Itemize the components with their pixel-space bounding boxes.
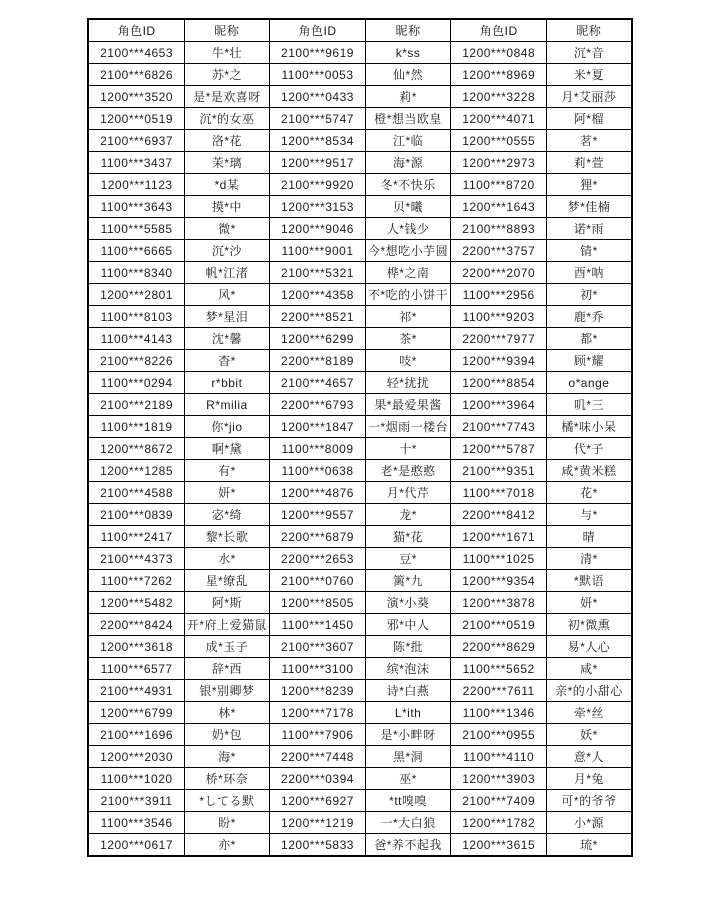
role-id-cell: 1200***1219 xyxy=(270,812,366,834)
header-nickname-2: 昵称 xyxy=(366,19,451,42)
nickname-cell: 陈*批 xyxy=(366,636,451,658)
role-id-cell: 2100***1696 xyxy=(88,724,184,746)
table-row xyxy=(88,746,631,768)
nickname-cell: 酉*呐 xyxy=(547,262,632,284)
role-id-cell: 1200***5482 xyxy=(88,592,184,614)
role-id-cell: 1200***5833 xyxy=(270,834,366,857)
nickname-cell: r*bbit xyxy=(184,372,269,394)
role-id-cell: 2100***0760 xyxy=(270,570,366,592)
nickname-cell: 一*烟雨一楼台 xyxy=(366,416,451,438)
role-id-cell: 1200***1671 xyxy=(451,526,547,548)
table-row xyxy=(88,438,631,460)
nickname-cell: 茗* xyxy=(547,130,632,152)
table-row xyxy=(88,64,631,86)
role-id-cell: 1200***4358 xyxy=(270,284,366,306)
table-row xyxy=(88,328,631,350)
role-id-cell: 1200***7178 xyxy=(270,702,366,724)
role-id-cell: 1100***3437 xyxy=(88,152,184,174)
nickname-cell: 缤*泡沫 xyxy=(366,658,451,680)
nickname-cell: 桥*环奈 xyxy=(184,768,269,790)
nickname-cell: 宓*绮 xyxy=(184,504,269,526)
role-id-cell: 1100***3546 xyxy=(88,812,184,834)
table-row xyxy=(88,372,631,394)
role-id-cell: 1200***0519 xyxy=(88,108,184,130)
nickname-cell: 吱* xyxy=(366,350,451,372)
role-id-cell: 1100***2417 xyxy=(88,526,184,548)
table-row xyxy=(88,350,631,372)
nickname-cell: L*ith xyxy=(366,702,451,724)
role-id-cell: 2100***6826 xyxy=(88,64,184,86)
role-id-cell: 2200***8189 xyxy=(270,350,366,372)
nickname-cell: 一*大白狼 xyxy=(366,812,451,834)
role-id-cell: 2100***9920 xyxy=(270,174,366,196)
role-id-cell: 1100***1819 xyxy=(88,416,184,438)
nickname-cell: 海*源 xyxy=(366,152,451,174)
role-id-cell: 2200***8629 xyxy=(451,636,547,658)
nickname-cell: 林* xyxy=(184,702,269,724)
nickname-cell: 晴 xyxy=(547,526,632,548)
role-id-cell: 1100***1025 xyxy=(451,548,547,570)
role-id-cell: 2100***4373 xyxy=(88,548,184,570)
nickname-cell: 苏*之 xyxy=(184,64,269,86)
nickname-cell: 辞*西 xyxy=(184,658,269,680)
nickname-cell: 奶*包 xyxy=(184,724,269,746)
nickname-cell: 龙* xyxy=(366,504,451,526)
nickname-cell: 诗*白燕 xyxy=(366,680,451,702)
nickname-cell: 橙*想当欧皇 xyxy=(366,108,451,130)
table-row xyxy=(88,416,631,438)
role-id-cell: 1200***6299 xyxy=(270,328,366,350)
table-row xyxy=(88,702,631,724)
table-row xyxy=(88,592,631,614)
role-id-cell: 2100***3607 xyxy=(270,636,366,658)
nickname-cell: 梦*佳楠 xyxy=(547,196,632,218)
nickname-cell: 叽*三 xyxy=(547,394,632,416)
role-id-cell: 1200***1643 xyxy=(451,196,547,218)
role-id-cell: 2200***7448 xyxy=(270,746,366,768)
role-id-cell: 1200***3228 xyxy=(451,86,547,108)
role-id-cell: 1100***8103 xyxy=(88,306,184,328)
role-id-cell: 2100***7743 xyxy=(451,416,547,438)
nickname-cell: 亦* xyxy=(184,834,269,857)
role-id-cell: 2100***4588 xyxy=(88,482,184,504)
role-id-cell: 2200***6879 xyxy=(270,526,366,548)
nickname-cell: *默语 xyxy=(547,570,632,592)
nickname-cell: 诺*雨 xyxy=(547,218,632,240)
header-role-id-2: 角色ID xyxy=(270,19,366,42)
table-row xyxy=(88,174,631,196)
table-row xyxy=(88,658,631,680)
role-id-cell: 1200***3153 xyxy=(270,196,366,218)
nickname-cell: 黎*长歌 xyxy=(184,526,269,548)
role-id-cell: 1100***8720 xyxy=(451,174,547,196)
nickname-cell: 黑*洞 xyxy=(366,746,451,768)
nickname-cell: 可*的爷爷 xyxy=(547,790,632,812)
table-body xyxy=(88,42,631,857)
nickname-cell: *d某 xyxy=(184,174,269,196)
role-id-cell: 1100***6577 xyxy=(88,658,184,680)
nickname-cell: 开*府上爱猫鼠 xyxy=(184,614,269,636)
nickname-cell: 银*别卿梦 xyxy=(184,680,269,702)
nickname-cell: 爸*养不起我 xyxy=(366,834,451,857)
table-row xyxy=(88,394,631,416)
role-id-cell: 1200***1847 xyxy=(270,416,366,438)
nickname-cell: 月*兔 xyxy=(547,768,632,790)
role-id-cell: 1200***5787 xyxy=(451,438,547,460)
role-id-cell: 1200***6799 xyxy=(88,702,184,724)
nickname-cell: 盼* xyxy=(184,812,269,834)
role-id-cell: 2200***2070 xyxy=(451,262,547,284)
role-id-cell: 1100***1346 xyxy=(451,702,547,724)
nickname-cell: 莉*萱 xyxy=(547,152,632,174)
role-id-cell: 1100***3100 xyxy=(270,658,366,680)
nickname-cell: 星*缭乱 xyxy=(184,570,269,592)
role-id-cell: 2200***2653 xyxy=(270,548,366,570)
role-id-cell: 1200***1123 xyxy=(88,174,184,196)
table-row xyxy=(88,790,631,812)
table-row xyxy=(88,86,631,108)
role-id-cell: 1100***2956 xyxy=(451,284,547,306)
role-id-cell: 1200***1782 xyxy=(451,812,547,834)
nickname-cell: 橘*味小呆 xyxy=(547,416,632,438)
role-id-cell: 2200***8521 xyxy=(270,306,366,328)
role-id-cell: 2200***3757 xyxy=(451,240,547,262)
role-id-cell: 1100***8340 xyxy=(88,262,184,284)
nickname-cell: 亲*的小甜心 xyxy=(547,680,632,702)
nickname-cell: 猫*花 xyxy=(366,526,451,548)
role-id-cell: 1200***4071 xyxy=(451,108,547,130)
role-id-cell: 1100***6665 xyxy=(88,240,184,262)
role-id-cell: 2200***8412 xyxy=(451,504,547,526)
role-id-cell: 2100***5321 xyxy=(270,262,366,284)
nickname-cell: 杳* xyxy=(184,350,269,372)
header-role-id-3: 角色ID xyxy=(451,19,547,42)
role-id-cell: 2100***0839 xyxy=(88,504,184,526)
role-id-cell: 1100***7018 xyxy=(451,482,547,504)
nickname-cell: 水* xyxy=(184,548,269,570)
header-nickname-3: 昵称 xyxy=(547,19,632,42)
nickname-cell: 巫* xyxy=(366,768,451,790)
nickname-cell: 月*代芹 xyxy=(366,482,451,504)
role-id-cell: 2100***8226 xyxy=(88,350,184,372)
role-id-cell: 2200***7611 xyxy=(451,680,547,702)
role-id-cell: 2100***4657 xyxy=(270,372,366,394)
role-id-cell: 1200***3903 xyxy=(451,768,547,790)
role-id-cell: 1200***9557 xyxy=(270,504,366,526)
nickname-cell: 小*源 xyxy=(547,812,632,834)
nickname-cell: 茶* xyxy=(366,328,451,350)
nickname-cell: 易*人心 xyxy=(547,636,632,658)
nickname-cell: 风* xyxy=(184,284,269,306)
nickname-cell: *tt嗅嗅 xyxy=(366,790,451,812)
role-id-cell: 2200***8424 xyxy=(88,614,184,636)
role-id-cell: 1100***1450 xyxy=(270,614,366,636)
role-id-cell: 1100***4110 xyxy=(451,746,547,768)
nickname-cell: 月*艾丽莎 xyxy=(547,86,632,108)
table-row xyxy=(88,680,631,702)
table-row xyxy=(88,108,631,130)
table-row xyxy=(88,42,631,64)
role-id-cell: 1100***0294 xyxy=(88,372,184,394)
table-row xyxy=(88,614,631,636)
nickname-cell: 篱*九 xyxy=(366,570,451,592)
nickname-cell: 果*最爱果酱 xyxy=(366,394,451,416)
role-id-cell: 1200***9354 xyxy=(451,570,547,592)
role-id-cell: 2100***3911 xyxy=(88,790,184,812)
nickname-cell: 阿*斯 xyxy=(184,592,269,614)
role-id-cell: 1100***7262 xyxy=(88,570,184,592)
nickname-cell: *してる默 xyxy=(184,790,269,812)
role-id-cell: 1200***9517 xyxy=(270,152,366,174)
nickname-cell: 邪*中人 xyxy=(366,614,451,636)
role-id-cell: 2200***0394 xyxy=(270,768,366,790)
nickname-cell: 代*子 xyxy=(547,438,632,460)
nickname-cell: 鹿*乔 xyxy=(547,306,632,328)
table-row xyxy=(88,812,631,834)
nickname-cell: 是*是欢喜呀 xyxy=(184,86,269,108)
nickname-cell: 莉* xyxy=(366,86,451,108)
nickname-cell: 茉*璃 xyxy=(184,152,269,174)
nickname-cell: 花* xyxy=(547,482,632,504)
nickname-cell: 牛*壮 xyxy=(184,42,269,64)
nickname-cell: 演*小葵 xyxy=(366,592,451,614)
role-id-cell: 1200***8969 xyxy=(451,64,547,86)
role-id-cell: 1100***3643 xyxy=(88,196,184,218)
nickname-cell: 锖* xyxy=(547,240,632,262)
nickname-cell: 桦*之南 xyxy=(366,262,451,284)
nickname-cell: 妖* xyxy=(547,724,632,746)
role-id-cell: 2100***9351 xyxy=(451,460,547,482)
role-id-cell: 2200***7977 xyxy=(451,328,547,350)
role-id-cell: 1200***0433 xyxy=(270,86,366,108)
nickname-cell: 轻*扰扰 xyxy=(366,372,451,394)
role-id-cell: 2100***0955 xyxy=(451,724,547,746)
role-id-cell: 1200***2801 xyxy=(88,284,184,306)
nickname-cell: 冬*不快乐 xyxy=(366,174,451,196)
nickname-cell: 初*微熏 xyxy=(547,614,632,636)
role-id-cell: 1100***9001 xyxy=(270,240,366,262)
nickname-cell: 沉*音 xyxy=(547,42,632,64)
nickname-cell: 梦*星泪 xyxy=(184,306,269,328)
table-row xyxy=(88,570,631,592)
role-id-cell: 1200***8534 xyxy=(270,130,366,152)
nickname-cell: 微* xyxy=(184,218,269,240)
nickname-cell: 初* xyxy=(547,284,632,306)
nickname-cell: R*milia xyxy=(184,394,269,416)
role-id-cell: 2100***2189 xyxy=(88,394,184,416)
role-id-cell: 1200***3618 xyxy=(88,636,184,658)
role-id-cell: 2200***6793 xyxy=(270,394,366,416)
table-row xyxy=(88,152,631,174)
nickname-cell: 啊*黛 xyxy=(184,438,269,460)
nickname-cell: 摸*中 xyxy=(184,196,269,218)
role-id-cell: 1100***9203 xyxy=(451,306,547,328)
id-nickname-table xyxy=(87,18,632,857)
role-id-cell: 1200***9046 xyxy=(270,218,366,240)
nickname-cell: 琉* xyxy=(547,834,632,857)
table-row xyxy=(88,482,631,504)
nickname-cell: 沉*的女巫 xyxy=(184,108,269,130)
role-id-cell: 1100***0053 xyxy=(270,64,366,86)
nickname-cell: 今*想吃小芋圆 xyxy=(366,240,451,262)
nickname-cell: 有* xyxy=(184,460,269,482)
table-header-row xyxy=(88,19,631,42)
role-id-cell: 1200***8239 xyxy=(270,680,366,702)
nickname-cell: 狸* xyxy=(547,174,632,196)
table-row xyxy=(88,636,631,658)
nickname-cell: 咸* xyxy=(547,658,632,680)
nickname-cell: 祁* xyxy=(366,306,451,328)
role-id-cell: 1100***5585 xyxy=(88,218,184,240)
role-id-cell: 1200***8854 xyxy=(451,372,547,394)
nickname-cell: 顾*耀 xyxy=(547,350,632,372)
role-id-cell: 1100***1020 xyxy=(88,768,184,790)
role-id-cell: 2100***0519 xyxy=(451,614,547,636)
role-id-cell: 1100***7906 xyxy=(270,724,366,746)
nickname-cell: 帆*江渚 xyxy=(184,262,269,284)
role-id-cell: 1200***3520 xyxy=(88,86,184,108)
table-row xyxy=(88,262,631,284)
nickname-cell: 妍* xyxy=(184,482,269,504)
role-id-cell: 1200***3615 xyxy=(451,834,547,857)
nickname-cell: 人*钱少 xyxy=(366,218,451,240)
role-id-cell: 1100***0638 xyxy=(270,460,366,482)
nickname-cell: 是*小畔呀 xyxy=(366,724,451,746)
table-row xyxy=(88,240,631,262)
header-role-id-1: 角色ID xyxy=(88,19,184,42)
role-id-cell: 1200***9394 xyxy=(451,350,547,372)
table-row xyxy=(88,218,631,240)
nickname-cell: 成*玉子 xyxy=(184,636,269,658)
role-id-cell: 2100***4653 xyxy=(88,42,184,64)
nickname-cell: 老*是憨憨 xyxy=(366,460,451,482)
nickname-cell: 豆* xyxy=(366,548,451,570)
role-id-cell: 2100***5747 xyxy=(270,108,366,130)
nickname-cell: 妍* xyxy=(547,592,632,614)
role-id-cell: 1200***3964 xyxy=(451,394,547,416)
table-row xyxy=(88,460,631,482)
role-id-cell: 2100***8893 xyxy=(451,218,547,240)
role-id-cell: 2100***7409 xyxy=(451,790,547,812)
table-row xyxy=(88,504,631,526)
nickname-cell: 与* xyxy=(547,504,632,526)
table-row xyxy=(88,834,631,857)
nickname-cell: 十* xyxy=(366,438,451,460)
role-id-cell: 1200***0617 xyxy=(88,834,184,857)
role-id-cell: 1200***3878 xyxy=(451,592,547,614)
nickname-cell: 仙*然 xyxy=(366,64,451,86)
nickname-cell: 都* xyxy=(547,328,632,350)
nickname-cell: 江*临 xyxy=(366,130,451,152)
nickname-cell: 贝*曦 xyxy=(366,196,451,218)
table-row xyxy=(88,306,631,328)
role-id-cell: 2100***9619 xyxy=(270,42,366,64)
nickname-cell: 你*jio xyxy=(184,416,269,438)
nickname-cell: 海* xyxy=(184,746,269,768)
role-id-cell: 1200***0848 xyxy=(451,42,547,64)
nickname-cell: 沉*沙 xyxy=(184,240,269,262)
role-id-cell: 1200***6927 xyxy=(270,790,366,812)
nickname-cell: 洛*花 xyxy=(184,130,269,152)
header-nickname-1: 昵称 xyxy=(184,19,269,42)
table-row xyxy=(88,724,631,746)
role-id-cell: 1100***4143 xyxy=(88,328,184,350)
nickname-cell: 牵*丝 xyxy=(547,702,632,724)
nickname-cell: 不*吃的小饼干 xyxy=(366,284,451,306)
nickname-cell: o*ange xyxy=(547,372,632,394)
nickname-cell: 阿*榴 xyxy=(547,108,632,130)
nickname-cell: 清* xyxy=(547,548,632,570)
nickname-cell: 咸*黄米糕 xyxy=(547,460,632,482)
role-id-cell: 1200***8505 xyxy=(270,592,366,614)
role-id-cell: 1200***2030 xyxy=(88,746,184,768)
nickname-cell: 米*夏 xyxy=(547,64,632,86)
table-row xyxy=(88,284,631,306)
table-row xyxy=(88,130,631,152)
role-id-cell: 1200***1285 xyxy=(88,460,184,482)
role-id-cell: 1100***5652 xyxy=(451,658,547,680)
role-id-cell: 1200***4876 xyxy=(270,482,366,504)
nickname-cell: 沈*馨 xyxy=(184,328,269,350)
table-row xyxy=(88,196,631,218)
table-row xyxy=(88,526,631,548)
table-row xyxy=(88,768,631,790)
nickname-cell: 意*人 xyxy=(547,746,632,768)
role-id-cell: 2100***6937 xyxy=(88,130,184,152)
role-id-cell: 1200***0555 xyxy=(451,130,547,152)
role-id-cell: 1200***8672 xyxy=(88,438,184,460)
role-id-cell: 2100***4931 xyxy=(88,680,184,702)
nickname-cell: k*ss xyxy=(366,42,451,64)
table-row xyxy=(88,548,631,570)
role-id-cell: 1100***8009 xyxy=(270,438,366,460)
role-id-cell: 1200***2973 xyxy=(451,152,547,174)
